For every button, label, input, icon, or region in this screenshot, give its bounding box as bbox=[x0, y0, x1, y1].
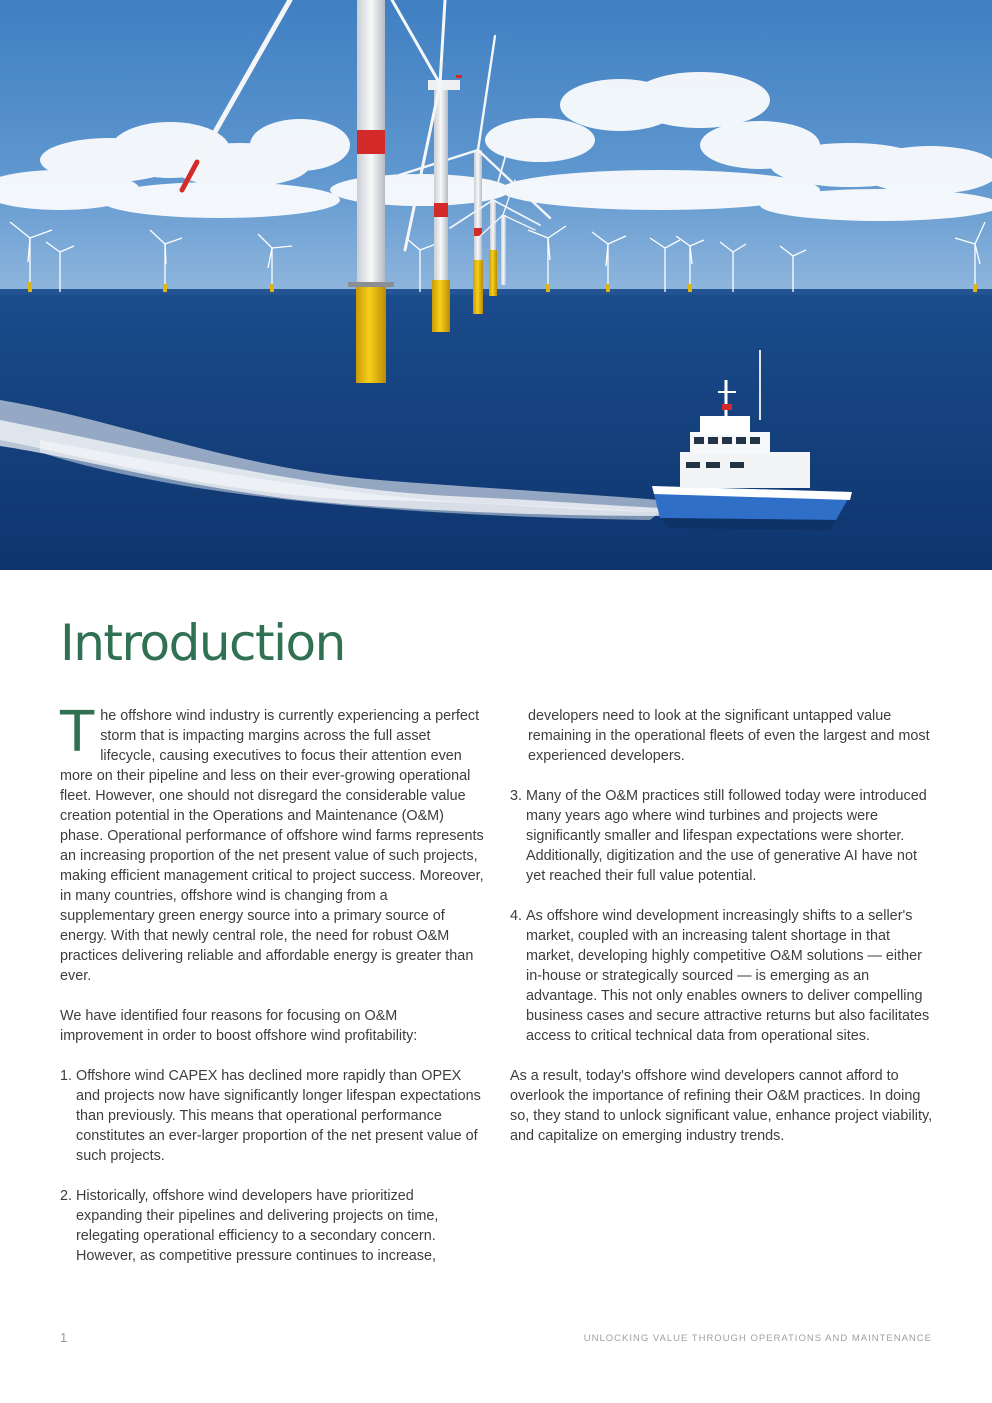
list-text: Many of the O&M practices still followed today were introduced many years ago where wind turbines and projects were significantly smaller and lifespan expectations were shorter. Additionally, digitization and the use of generative AI have not yet reached their full value potential. bbox=[526, 788, 927, 884]
list-text: Historically, offshore wind developers have prioritized expanding their pipelines and delivering projects on time, relegating operational efficiency to a secondary concern. However, as competitive pressure continues to increase, bbox=[76, 1188, 439, 1264]
left-column bbox=[60, 700, 484, 1286]
list-text: As offshore wind development increasingly shifts to a seller's market, coupled with an increasing talent shortage in that market, developing highly competitive O&M solutions — either in-house or strategically sourced — is emerging as an advantage. This not only enables owners to deliver compelling business cases and secure attractive returns but also facilitates access to critical technical data from operational sites. bbox=[526, 908, 930, 1044]
list-number: 2. bbox=[60, 1188, 73, 1204]
intro-paragraph bbox=[60, 700, 484, 986]
list-item bbox=[510, 906, 934, 1046]
conclusion-paragraph: As a result, today's offshore wind developers cannot afford to overlook the importance of refining their O&M practices. In doing so, they stand to unlock significant value, enhance project viability, and capitalize on emerging industry trends. bbox=[510, 1068, 933, 1144]
list-number: 3. bbox=[510, 788, 523, 804]
list-item bbox=[60, 1066, 484, 1166]
list-item bbox=[510, 786, 934, 886]
hero-image bbox=[0, 0, 992, 570]
list-number: 1. bbox=[60, 1068, 73, 1084]
list-item bbox=[60, 1186, 484, 1266]
reasons-lead: We have identified four reasons for focusing on O&M improvement in order to boost offshore wind profitability: bbox=[60, 1008, 418, 1044]
document-title: UNLOCKING VALUE THROUGH OPERATIONS AND MAINTENANCE bbox=[583, 1333, 932, 1344]
drop-cap: T bbox=[60, 700, 95, 765]
offshore-wind-farm-photo-icon bbox=[0, 0, 992, 570]
list-text: Offshore wind CAPEX has declined more rapidly than OPEX and projects now have significantly longer lifespan expectations than previously. This means that operational performance constitutes an ever-larger proportion of the net present value of such projects. bbox=[76, 1068, 481, 1164]
right-column bbox=[510, 706, 934, 1166]
list-item-continuation: developers need to look at the significant untapped value remaining in the operational fleets of even the largest and most experienced developers. bbox=[528, 708, 930, 764]
list-number: 4. bbox=[510, 908, 523, 924]
page-title: Introduction bbox=[60, 614, 345, 672]
page-number: 1 bbox=[60, 1330, 68, 1345]
intro-text: he offshore wind industry is currently experiencing a perfect storm that is impacting margins across the full asset lifecycle, causing executives to focus their attention even more on their pipeline and less on their ever-growing operational fleet. However, one should not disregard the considerable value creation potential in the Operations and Maintenance (O&M) phase. Operational performance of offshore wind farms represents an increasing proportion of the net present value of such projects, making efficient management critical to project success. Moreover, in many countries, offshore wind is changing from a supplementary green energy source into a primary source of energy. With that newly central role, the need for robust O&M practices delivering reliable and affordable energy is greater than ever. bbox=[60, 708, 484, 984]
